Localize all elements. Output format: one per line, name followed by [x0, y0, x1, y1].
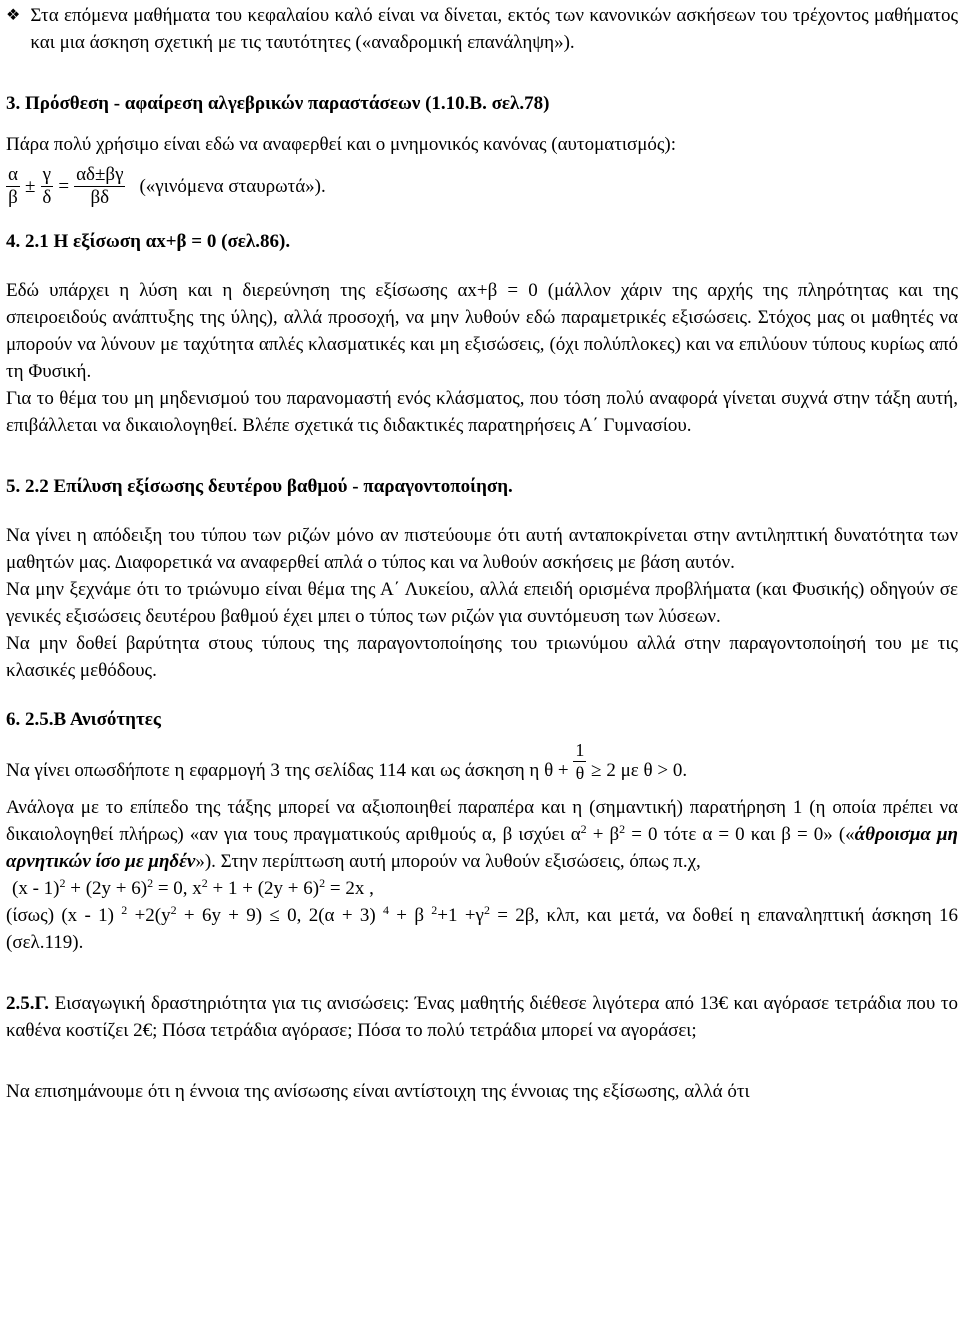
inline-fraction-1-theta: $\frac{1}{\theta}$ — [575, 740, 585, 783]
section-4-p2: Για το θέμα του μη μηδενισμού του παρανομαστή ενός κλάσματος, που τόση πολύ αναφορά γίνεται συχνά στην τάξη αυτή, επιβάλλεται να δικαιολογηθεί. Βλέπε σχετικά τις διδακτικές παρατηρήσεις Α΄ Γυμνασίου. — [6, 388, 958, 436]
section-7-heading: 2.5.Γ. — [6, 993, 50, 1014]
fraction-result: $\frac{\alpha\delta\pm\beta\gamma}{\beta\delta}$ — [76, 163, 124, 208]
section-6-p1: Να γίνει οπωσδήποτε η εφαρμογή 3 της σελίδας 114 και ως άσκηση η θ + $\frac{1}{\theta}$ ≥ 2 με θ > 0. — [6, 740, 688, 783]
equals-operator: = — [58, 175, 70, 197]
fraction-g-d: $\frac{\gamma}{\delta}$ — [42, 163, 52, 208]
intro-text: Στα επόμενα μαθήματα του κεφαλαίου καλό είναι να δίνεται, εκτός των κανονικών ασκήσεων του τρέχοντος μαθήματος και μια άσκηση σχετική με τις ταυτότητες («αναδρομική επανάληψη»). — [30, 5, 958, 53]
section-6-p2: Ανάλογα με το επίπεδο της τάξης μπορεί να αξιοποιηθεί παραπέρα και η (σημαντική) παρατήρηση 1 (η οποία πρέπει να δικαιολογηθεί πλήρως) «αν για τους πραγματικούς αριθμούς α, β ισχύει $\alpha^2 + \beta^2 = 0$ τότε α = 0 και β = 0» («άθροισμα μη αρνητικών ίσο με μηδέν»). Στην περίπτωση αυτή μπορούν να λυθούν εξισώσεις, όπως π.χ, — [6, 797, 958, 872]
section-6-eq2: (ίσως) (x - 1) $^2 +2(y^2 + 6y + 9) \le 0$, 2(α + 3) $^4$ + β $^2+1 +\gamma^2 = 2\beta$, κλπ, και μετά, να δοθεί η επαναληπτική άσκηση 16 (σελ.119). — [6, 903, 958, 953]
section-5-p2: Να μην ξεχνάμε ότι το τριώνυμο είναι θέμα της Α΄ Λυκείου, αλλά επειδή ορισμένα προβλήματα (και Φυσικής) οδηγούν σε γενικές εξισώσεις δευτέρου βαθμού έχει μπει ο τύπος των ριζών για συντόμευση των λύσεων. — [6, 579, 958, 627]
fraction-rule — [6, 158, 958, 214]
fraction-a-b: $\frac{\alpha}{\beta}$ — [8, 163, 18, 208]
intro-bullet — [6, 2, 958, 56]
diamond-bullet-icon: ❖ — [6, 7, 21, 24]
section-5-heading: 5. 2.2 Επίλυση εξίσωσης δευτέρου βαθμού - παραγοντοποίηση. — [6, 476, 513, 497]
emphasis-text: άθροισμα μη αρνητικών ίσο με μηδέν — [6, 824, 958, 872]
section-6-heading: 6. 2.5.Β Ανισότητες — [6, 709, 161, 730]
fraction-note: («γινόμενα σταυρωτά»). — [139, 175, 326, 197]
section-4-heading: 4. 2.1 Η εξίσωση αx+β = 0 (σελ.86). — [6, 231, 291, 252]
section-3-heading: 3. Πρόσθεση - αφαίρεση αλγεβρικών παραστάσεων (1.10.Β. σελ.78) — [6, 93, 550, 114]
plus-minus-operator: ± — [24, 175, 36, 197]
section-4-p1: Εδώ υπάρχει η λύση και η διερεύνηση της εξίσωσης αx+β = 0 (μάλλον χάριν της αρχής της πληρότητας και της σπειροειδούς ανάπτυξης της ύλης), αλλά προσοχή, να μην λυθούν εδώ παραμετρικές εξισώσεις. Στόχος μας οι μαθητές να μπορούν να λύνουν με ταχύτητα απλές κλασματικές και μη εξισώσεις, (όχι πολύπλοκες) και να επιλύουν τύπους κυρίως από τη Φυσική. — [6, 280, 958, 382]
section-6-eq1: $(x - 1)^2 + (2y + 6)^2 = 0$, $x^2 + 1 + (2y + 6)^2 = 2x$ , — [12, 876, 374, 899]
section-5-p1: Να γίνει η απόδειξη του τύπου των ριζών μόνο αν πιστεύουμε ότι αυτή ανταποκρίνεται στην αντιληπτική δυνατότητα των μαθητών μας. Διαφορετικά να αναφερθεί απλά ο τύπος και να λυθούν ασκήσεις με βάση αυτόν. — [6, 525, 958, 573]
document-page — [6, 2, 958, 1105]
section-5-p3: Να μην δοθεί βαρύτητα στους τύπους της παραγοντοποίησης του τριωνύμου αλλά στην παραγοντοποίησή του με τις κλασικές μεθόδους. — [6, 633, 958, 681]
section-3-text: Πάρα πολύ χρήσιμο είναι εδώ να αναφερθεί και ο μνημονικός κανόνας (αυτοματισμός): — [6, 134, 677, 155]
section-7-p1: 2.5.Γ. Εισαγωγική δραστηριότητα για τις ανισώσεις: Ένας μαθητής διέθεσε λιγότερα από 13€ και αγόρασε τετράδια που το καθένα κοστίζει 2€; Πόσα τετράδια αγόρασε; Πόσα το πολύ τετράδια μπορεί να αγοράσει; — [6, 993, 958, 1041]
last-paragraph: Να επισημάνουμε ότι η έννοια της ανίσωσης είναι αντίστοιχη της έννοιας της εξίσωσης, αλλά ότι — [6, 1081, 750, 1102]
